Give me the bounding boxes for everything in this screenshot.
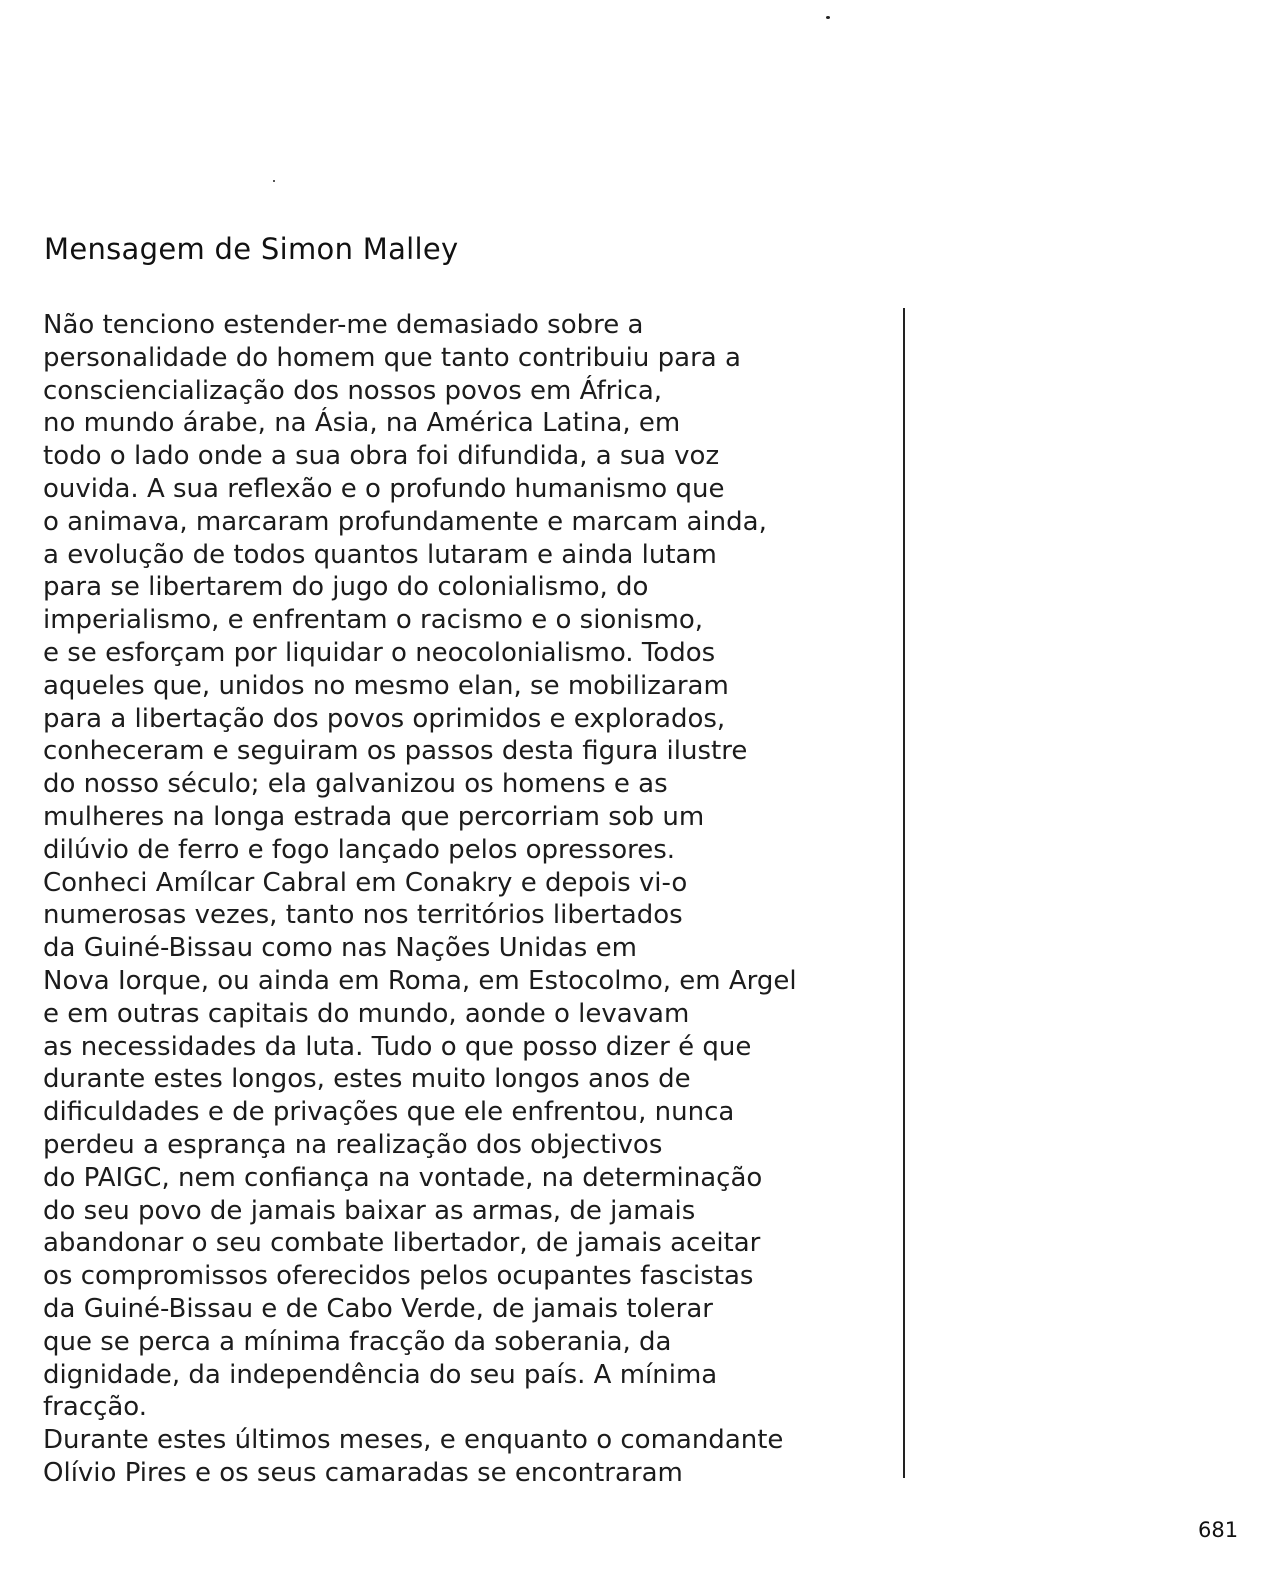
body-line: numerosas vezes, tanto nos territórios libertados bbox=[43, 900, 683, 931]
body-line: as necessidades da luta. Tudo o que posso dizer é que bbox=[43, 1031, 752, 1062]
body-line: da Guiné-Bissau e de Cabo Verde, de jamais tolerar bbox=[43, 1293, 713, 1324]
body-line: os compromissos oferecidos pelos ocupantes fascistas bbox=[43, 1261, 754, 1292]
body-line: mulheres na longa estrada que percorriam sob um bbox=[43, 801, 705, 832]
body-line: consciencialização dos nossos povos em África, bbox=[43, 375, 663, 406]
body-line: que se perca a mínima fracção da soberania, da bbox=[43, 1326, 672, 1357]
body-text bbox=[43, 309, 893, 1490]
body-line: Não tenciono estender-me demasiado sobre a bbox=[43, 310, 644, 340]
body-line: fracção. bbox=[43, 1392, 148, 1423]
document-title: Mensagem de Simon Malley bbox=[44, 232, 459, 266]
body-line: imperialismo, e enfrentam o racismo e o sionismo, bbox=[43, 605, 704, 636]
body-line: dificuldades e de privações que ele enfrentou, nunca bbox=[43, 1097, 735, 1128]
body-line: todo o lado onde a sua obra foi difundida, a sua voz bbox=[43, 441, 720, 472]
body-line: do nosso século; ela galvanizou os homens e as bbox=[43, 769, 668, 800]
body-line: conheceram e seguiram os passos desta figura ilustre bbox=[43, 736, 748, 767]
body-line: dilúvio de ferro e fogo lançado pelos opressores. bbox=[43, 834, 676, 865]
page-number: 681 bbox=[1198, 1518, 1239, 1542]
body-line: ouvida. A sua reflexão e o profundo humanismo que bbox=[43, 473, 725, 504]
body-line: perdeu a esprança na realização dos objectivos bbox=[43, 1129, 663, 1160]
margin-rule bbox=[903, 308, 905, 1478]
body-line: Durante estes últimos meses, e enquanto o comandante bbox=[43, 1425, 784, 1456]
body-line: Conheci Amílcar Cabral em Conakry e depois vi-o bbox=[43, 867, 688, 898]
body-line: no mundo árabe, na Ásia, na América Latina, em bbox=[43, 408, 681, 439]
body-line: a evolução de todos quantos lutaram e ainda lutam bbox=[43, 539, 717, 570]
body-line: personalidade do homem que tanto contribuiu para a bbox=[43, 342, 741, 373]
body-line: da Guiné-Bissau como nas Nações Unidas em bbox=[43, 933, 637, 964]
body-line: aqueles que, unidos no mesmo elan, se mobilizaram bbox=[43, 670, 729, 701]
body-line: Nova Iorque, ou ainda em Roma, em Estocolmo, em Argel bbox=[43, 965, 797, 996]
body-line: do seu povo de jamais baixar as armas, de jamais bbox=[43, 1195, 696, 1226]
body-line: Olívio Pires e os seus camaradas se encontraram bbox=[43, 1457, 683, 1488]
body-line: o animava, marcaram profundamente e marcam ainda, bbox=[43, 506, 767, 537]
body-line: para se libertarem do jugo do colonialismo, do bbox=[43, 572, 649, 603]
body-line: para a libertação dos povos oprimidos e explorados, bbox=[43, 703, 726, 734]
scan-speck bbox=[273, 180, 275, 182]
body-line: abandonar o seu combate libertador, de jamais aceitar bbox=[43, 1228, 761, 1259]
body-line: dignidade, da independência do seu país. A mínima bbox=[43, 1359, 718, 1390]
body-line: e em outras capitais do mundo, aonde o levavam bbox=[43, 998, 690, 1029]
scan-speck bbox=[826, 16, 830, 19]
body-line: do PAIGC, nem confiança na vontade, na determinação bbox=[43, 1162, 763, 1193]
body-line: e se esforçam por liquidar o neocolonialismo. Todos bbox=[43, 637, 716, 668]
body-line: durante estes longos, estes muito longos anos de bbox=[43, 1064, 691, 1095]
